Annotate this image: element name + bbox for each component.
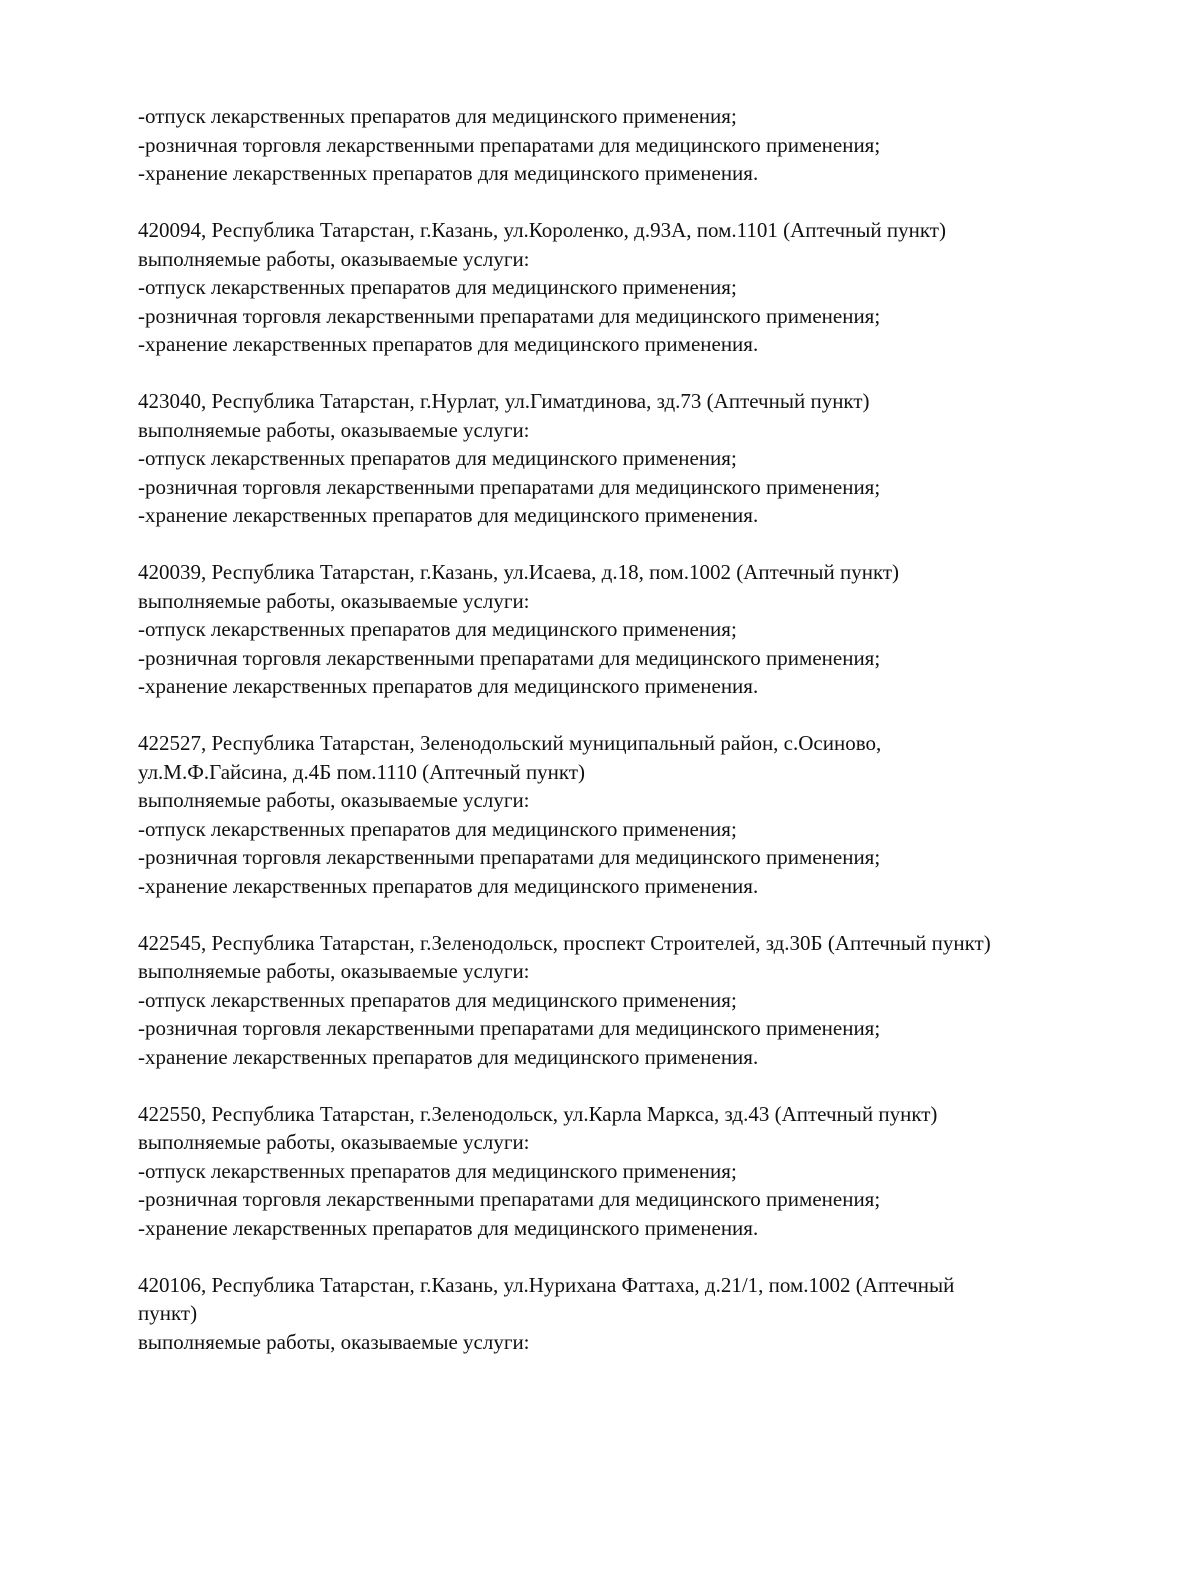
service-line: -хранение лекарственных препаратов для медицинского применения.	[138, 1215, 759, 1240]
text-block	[138, 1100, 1138, 1243]
service-line: -хранение лекарственных препаратов для медицинского применения.	[138, 161, 759, 185]
paragraph-gap	[138, 188, 1138, 217]
service-line: -хранение лекарственных препаратов для медицинского применения.	[138, 332, 759, 356]
paragraph-gap	[138, 1242, 1138, 1271]
address-line: 420106, Республика Татарстан, г.Казань, ул.Нурихана Фаттаха, д.21/1, пом.1002 (Аптечный	[138, 1272, 955, 1297]
paragraph-gap	[138, 530, 1138, 559]
document-body	[138, 102, 1138, 1356]
address-line: пункт)	[138, 1301, 198, 1325]
service-line: -розничная торговля лекарственными препаратами для медицинского применения;	[138, 303, 881, 328]
address-line: 420039, Республика Татарстан, г.Казань, ул.Исаева, д.18, пом.1002 (Аптечный пункт)	[138, 560, 900, 584]
services-heading: выполняемые работы, оказываемые услуги:	[138, 588, 530, 613]
text-block	[138, 387, 1138, 530]
text-block	[138, 729, 1138, 900]
service-line: -отпуск лекарственных препаратов для медицинского применения;	[138, 1158, 737, 1183]
address-line: ул.М.Ф.Гайсина, д.4Б пом.1110 (Аптечный пункт)	[138, 759, 586, 784]
service-line: -хранение лекарственных препаратов для медицинского применения.	[138, 503, 759, 527]
service-line: -розничная торговля лекарственными препаратами для медицинского применения;	[138, 1016, 881, 1040]
text-block	[138, 558, 1138, 701]
services-heading: выполняемые работы, оказываемые услуги:	[138, 1329, 530, 1354]
service-line: -отпуск лекарственных препаратов для медицинского применения;	[138, 446, 737, 470]
service-line: -отпуск лекарственных препаратов для медицинского применения;	[138, 816, 737, 841]
paragraph-gap	[138, 900, 1138, 929]
service-line: -отпуск лекарственных препаратов для медицинского применения;	[138, 104, 737, 128]
service-line: -розничная торговля лекарственными препаратами для медицинского применения;	[138, 645, 881, 670]
text-block	[138, 929, 1138, 1072]
text-block	[138, 216, 1138, 359]
service-line: -хранение лекарственных препаратов для медицинского применения.	[138, 873, 759, 898]
paragraph-gap	[138, 1071, 1138, 1100]
services-heading: выполняемые работы, оказываемые услуги:	[138, 959, 530, 983]
service-line: -отпуск лекарственных препаратов для медицинского применения;	[138, 617, 737, 641]
services-heading: выполняемые работы, оказываемые услуги:	[138, 417, 530, 442]
paragraph-gap	[138, 701, 1138, 730]
services-heading: выполняемые работы, оказываемые услуги:	[138, 1130, 530, 1154]
service-line: -розничная торговля лекарственными препаратами для медицинского применения;	[138, 132, 881, 157]
service-line: -розничная торговля лекарственными препаратами для медицинского применения;	[138, 474, 881, 499]
text-block	[138, 1271, 1138, 1357]
services-heading: выполняемые работы, оказываемые услуги:	[138, 246, 530, 271]
address-line: 422545, Республика Татарстан, г.Зеленодольск, проспект Строителей, зд.30Б (Аптечный пункт)	[138, 930, 991, 955]
services-heading: выполняемые работы, оказываемые услуги:	[138, 788, 530, 812]
service-line: -отпуск лекарственных препаратов для медицинского применения;	[138, 987, 737, 1012]
service-line: -розничная торговля лекарственными препаратами для медицинского применения;	[138, 1187, 881, 1211]
service-line: -хранение лекарственных препаратов для медицинского применения.	[138, 1044, 759, 1069]
service-line: -хранение лекарственных препаратов для медицинского применения.	[138, 674, 759, 698]
address-line: 420094, Республика Татарстан, г.Казань, ул.Короленко, д.93А, пом.1101 (Аптечный пункт)	[138, 218, 946, 242]
service-line: -отпуск лекарственных препаратов для медицинского применения;	[138, 275, 737, 299]
address-line: 423040, Республика Татарстан, г.Нурлат, ул.Гиматдинова, зд.73 (Аптечный пункт)	[138, 389, 870, 413]
service-line: -розничная торговля лекарственными препаратами для медицинского применения;	[138, 845, 881, 869]
address-line: 422550, Республика Татарстан, г.Зеленодольск, ул.Карла Маркса, зд.43 (Аптечный пункт)	[138, 1101, 938, 1126]
paragraph-gap	[138, 359, 1138, 388]
text-block	[138, 102, 1138, 188]
address-line: 422527, Республика Татарстан, Зеленодольский муниципальный район, с.Осиново,	[138, 731, 882, 755]
